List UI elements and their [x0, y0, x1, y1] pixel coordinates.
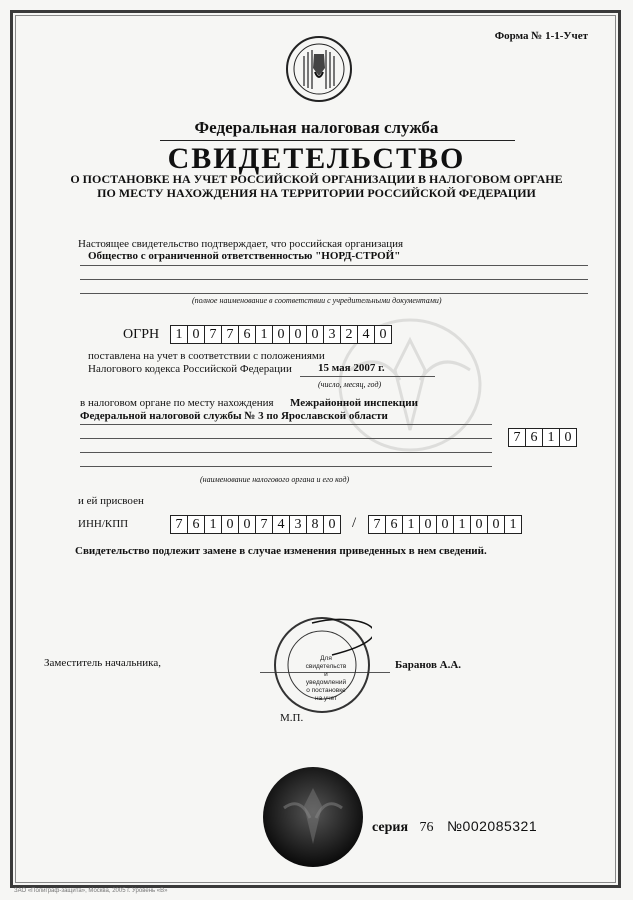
inn-digit: 0 [238, 516, 255, 533]
tax-office-code-cells [508, 428, 577, 447]
inn-digit: 7 [175, 517, 183, 532]
stamp-line: на учет [314, 695, 338, 702]
mp-label: М.П. [280, 712, 304, 724]
inn-kpp-label: ИНН/КПП [78, 518, 129, 530]
inn-digit: 1 [204, 516, 221, 533]
series-label: серия [372, 820, 409, 835]
name-line-3 [80, 293, 588, 294]
document-subtitle: О ПОСТАНОВКЕ НА УЧЕТ РОССИЙСКОЙ ОРГАНИЗАЦИИ В НАЛОГОВОМ ОРГАНЕ ПО МЕСТУ НАХОЖДЕНИЯ НА ТЕРРИТОРИИ РОССИЙСКОЙ ФЕДЕРАЦИИ [70, 172, 563, 200]
stamp-line: уведомлений [305, 679, 347, 686]
ogrn-digit: 0 [374, 326, 391, 343]
document-title: СВИДЕТЕЛЬСТВО [167, 142, 466, 175]
ogrn-digit: 0 [289, 326, 306, 343]
ogrn-digit: 3 [323, 326, 340, 343]
ogrn-digit: 7 [221, 326, 238, 343]
intro-text: Настоящее свидетельство подтверждает, что российская организация [78, 238, 404, 250]
ogrn-digit: 2 [340, 326, 357, 343]
date-caption: (число, месяц, год) [318, 380, 382, 389]
registered-text-1: поставлена на учет в соответствии с положениями [88, 350, 325, 362]
kpp-cells [368, 515, 522, 534]
series-value: 76 [419, 820, 434, 835]
ogrn-digit: 7 [204, 326, 221, 343]
stamp-line: о постановке [306, 687, 346, 694]
inn-cells [170, 515, 341, 534]
inn-digit: 4 [272, 516, 289, 533]
signer-title: Заместитель начальника, [44, 657, 161, 669]
kpp-digit: 0 [436, 516, 453, 533]
office-code-digit: 0 [559, 429, 576, 446]
registered-text-2: Налогового кодекса Российской Федерации [88, 363, 292, 375]
ogrn-digit: 0 [187, 326, 204, 343]
tax-office-prefix: в налоговом органе по месту нахождения [80, 397, 274, 409]
inn-digit: 6 [187, 516, 204, 533]
header-rule [160, 140, 515, 141]
kpp-digit: 7 [373, 517, 381, 532]
office-code-digit: 1 [542, 429, 559, 446]
inn-digit: 3 [289, 516, 306, 533]
authority-name: Федеральная налоговая служба [194, 118, 439, 137]
coat-of-arms-emblem [284, 34, 354, 104]
office-line-1 [80, 424, 492, 425]
ogrn-digit: 0 [306, 326, 323, 343]
ogrn-digit: 0 [272, 326, 289, 343]
inn-digit: 0 [323, 516, 340, 533]
certificate-number: №002085321 [447, 818, 538, 834]
stamp-inner-text [296, 655, 356, 703]
tax-office-name-2: Федеральной налоговой службы № 3 по Ярославской области [80, 410, 388, 422]
inn-kpp-separator: / [352, 515, 357, 531]
office-line-2 [80, 438, 492, 439]
name-caption: (полное наименование в соответствии с учредительными документами) [192, 296, 442, 305]
office-line-3 [80, 452, 492, 453]
inn-digit: 8 [306, 516, 323, 533]
kpp-digit: 0 [470, 516, 487, 533]
stamp-line: Для [320, 655, 332, 662]
ogrn-digit: 6 [238, 326, 255, 343]
tax-office-name-1: Межрайонной инспекции [290, 397, 418, 409]
registration-date: 15 мая 2007 г. [318, 362, 385, 374]
ogrn-label: ОГРН [123, 327, 160, 342]
date-line [300, 376, 435, 377]
ogrn-cells [170, 325, 392, 344]
name-line-2 [80, 279, 588, 280]
ogrn-digit: 4 [357, 326, 374, 343]
ogrn-digit: 1 [255, 326, 272, 343]
inn-digit: 7 [255, 516, 272, 533]
replacement-notice: Свидетельство подлежит замене в случае изменения приведенных в нем сведений. [75, 545, 487, 557]
office-line-4 [80, 466, 492, 467]
kpp-digit: 0 [419, 516, 436, 533]
assigned-text: и ей присвоен [78, 495, 144, 507]
office-code-digit: 6 [525, 429, 542, 446]
form-number: Форма № 1-1-Учет [494, 30, 588, 42]
kpp-digit: 1 [504, 516, 521, 533]
kpp-digit: 6 [385, 516, 402, 533]
kpp-digit: 1 [402, 516, 419, 533]
series-block [372, 818, 537, 836]
kpp-digit: 0 [487, 516, 504, 533]
organization-name: Общество с ограниченной ответственностью "НОРД-СТРОЙ" [88, 250, 401, 262]
name-line-1 [80, 265, 588, 266]
kpp-digit: 1 [453, 516, 470, 533]
hologram-seal [262, 766, 364, 868]
office-code-digit: 7 [513, 430, 521, 445]
signer-name: Баранов А.А. [395, 659, 462, 671]
printer-note: ЗАО «Полиграф-защита», Москва, 2005 г. Уровень «В» [14, 888, 168, 894]
office-caption: (наименование налогового органа и его код) [200, 475, 350, 484]
inn-digit: 0 [221, 516, 238, 533]
ogrn-digit: 1 [175, 327, 183, 342]
stamp-line: свидетельств [305, 663, 347, 670]
stamp-line: и [324, 671, 328, 678]
